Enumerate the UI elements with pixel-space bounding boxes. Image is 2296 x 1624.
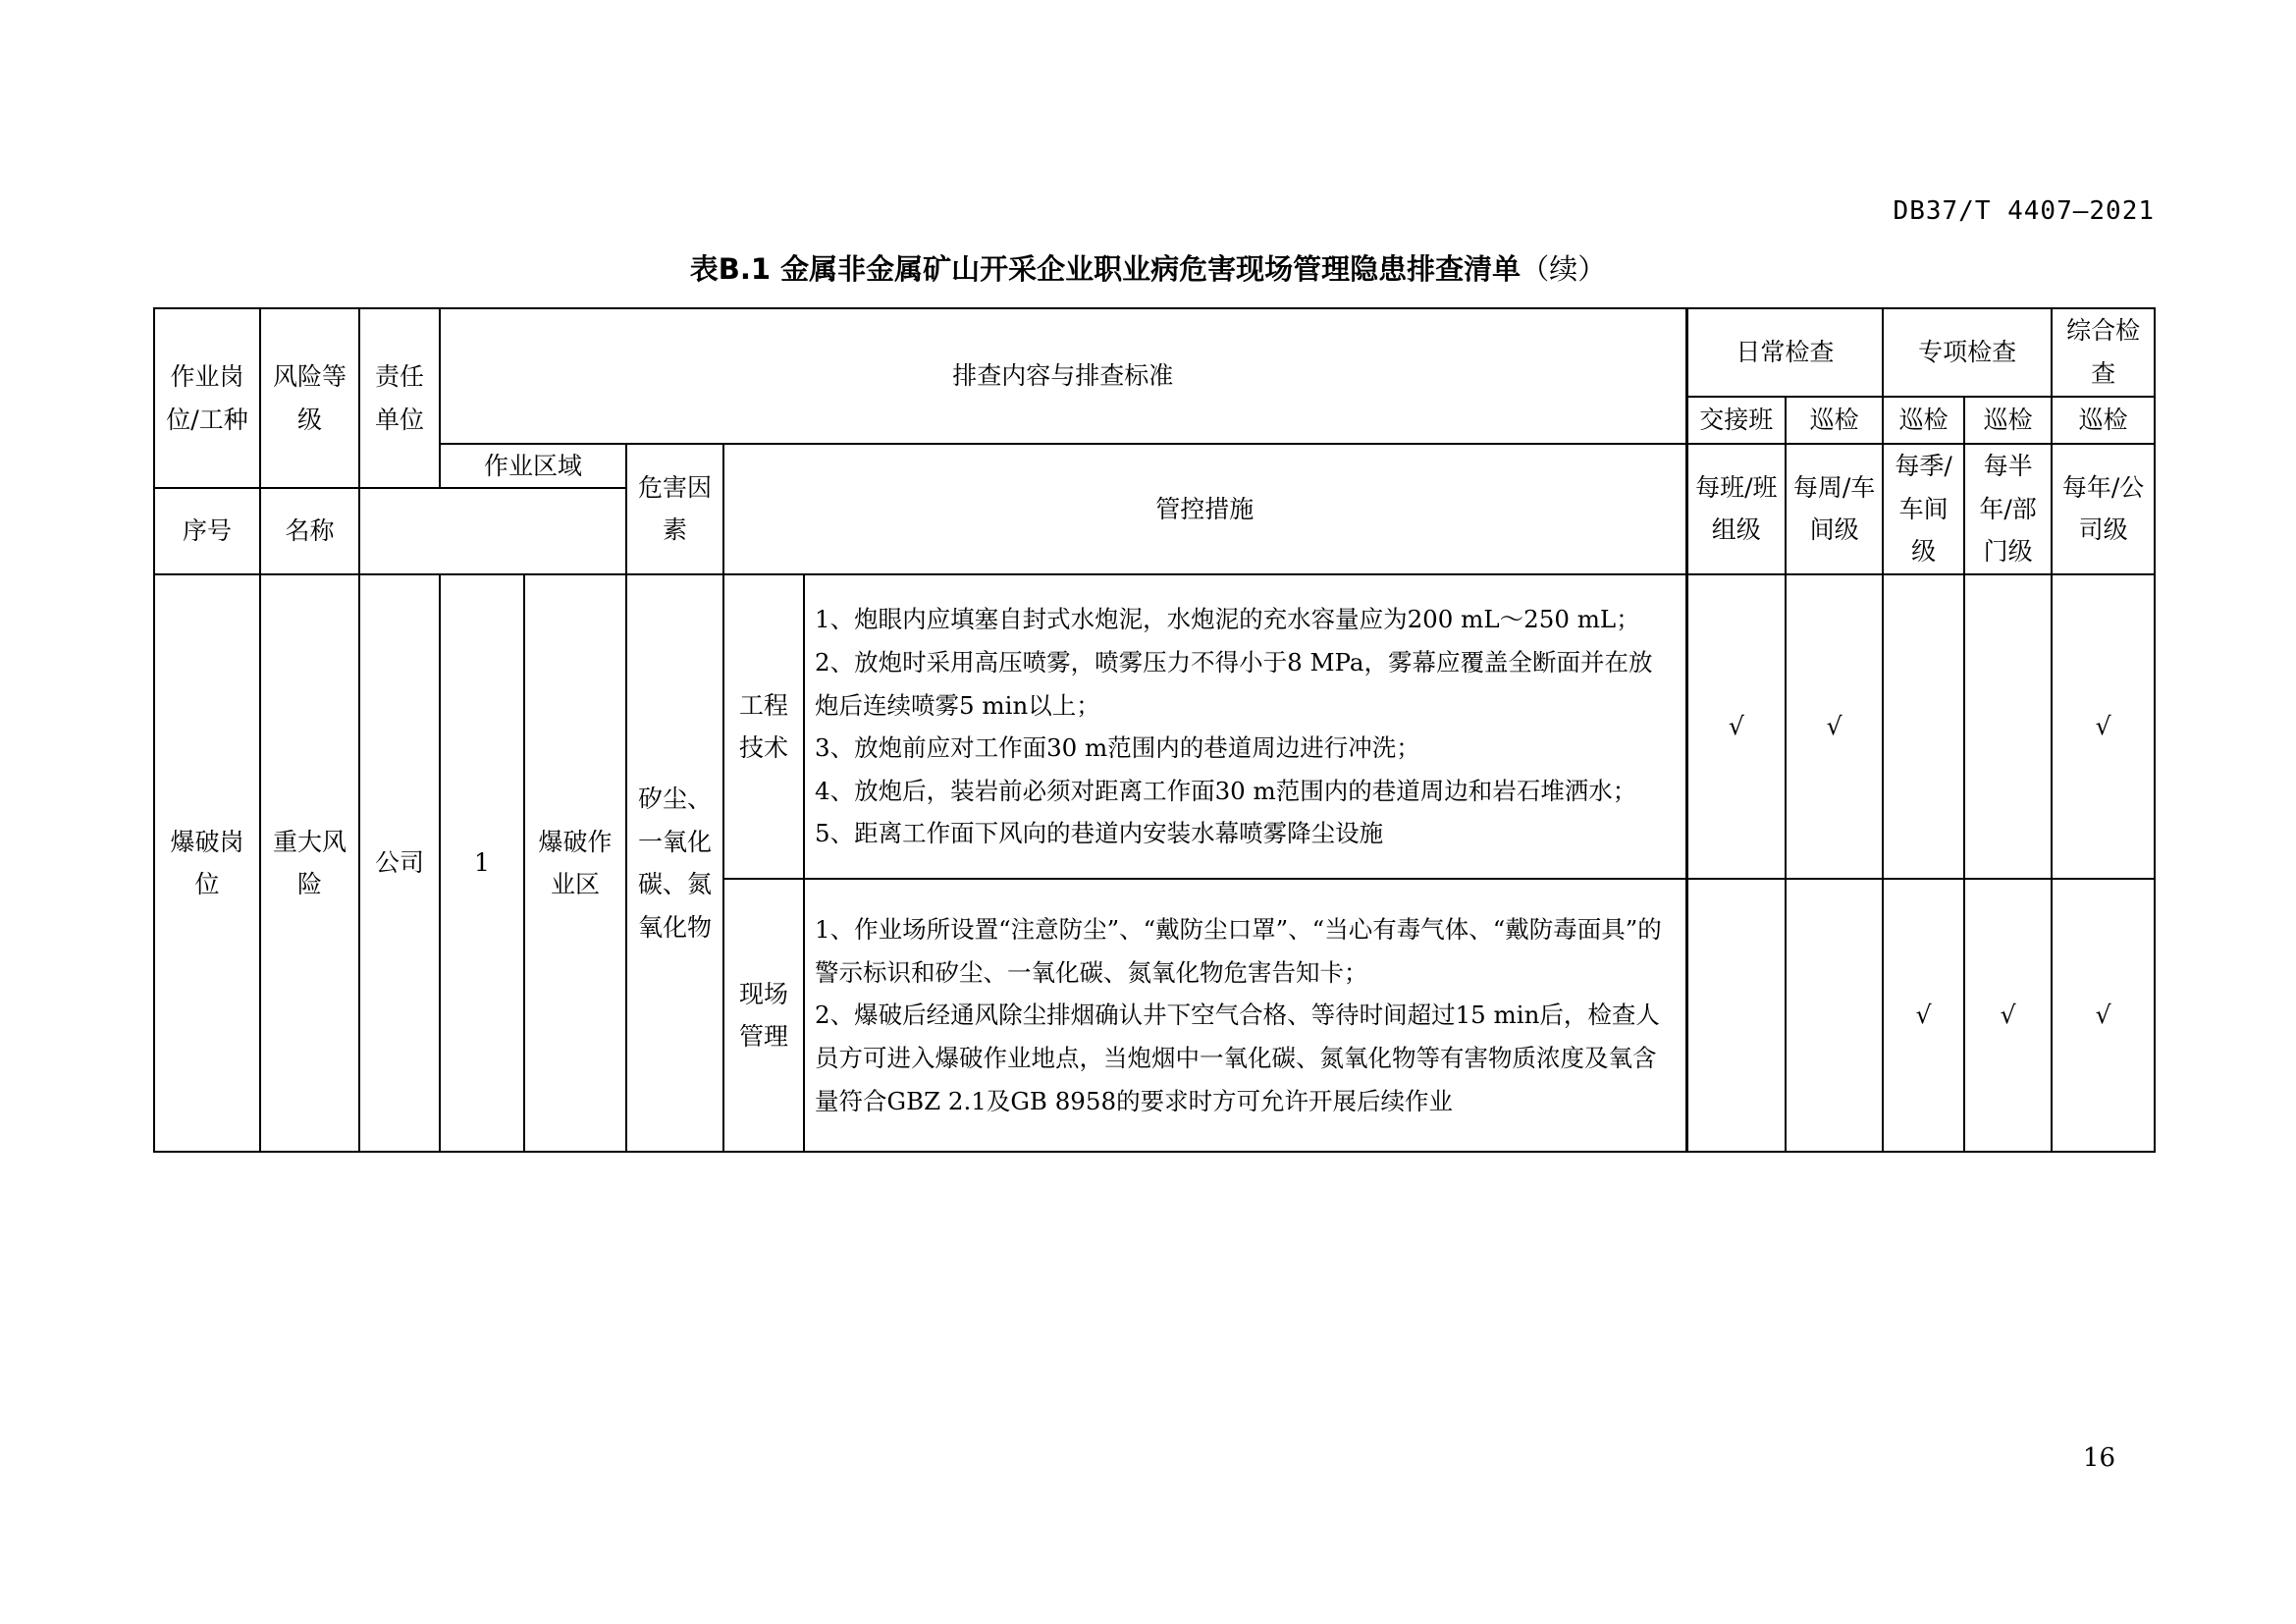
header-freq-halfyear: 每半年/部门级 <box>1964 444 2052 575</box>
check-mark-cell <box>1964 574 2052 879</box>
measure-item: 3、放炮前应对工作面30 m范围内的巷道周边进行冲洗； <box>815 733 1420 763</box>
header-comprehensive-check: 综合检查 <box>2052 308 2155 397</box>
header-work-area: 作业区域 <box>440 444 626 489</box>
cell-category-engineering: 工程技术 <box>723 574 804 879</box>
header-risk-level: 风险等级 <box>260 308 359 488</box>
document-code: DB37/T 4407—2021 <box>1893 196 2155 226</box>
measure-item: 2、放炮时采用高压喷雾，喷雾压力不得小于8 MPa，雾幕应覆盖全断面并在放炮后连续喷雾5 min以上； <box>815 648 1653 720</box>
check-mark-cell: √ <box>2052 574 2155 879</box>
header-responsible-unit: 责任单位 <box>359 308 440 488</box>
measure-item: 1、炮眼内应填塞自封式水炮泥，水炮泥的充水容量应为200 mL～250 mL； <box>815 605 1640 634</box>
header-handover: 交接班 <box>1686 397 1786 444</box>
header-freq-year: 每年/公司级 <box>2052 444 2155 575</box>
cell-hazard: 矽尘、一氧化碳、氮氧化物 <box>626 574 723 1152</box>
measure-item: 1、作业场所设置“注意防尘”、“戴防尘口罩”、“当心有毒气体、“戴防毒面具”的警示标识和矽尘、一氧化碳、氮氧化物危害告知卡； <box>815 915 1662 987</box>
header-post: 作业岗位/工种 <box>154 308 260 488</box>
header-patrol-3: 巡检 <box>1964 397 2052 444</box>
table-title <box>0 247 2296 288</box>
check-mark-cell: √ <box>1686 574 1786 879</box>
check-mark-cell: √ <box>1883 879 1964 1152</box>
header-hazard-factor: 危害因素 <box>626 444 723 575</box>
cell-seq-no: 1 <box>440 574 524 1152</box>
cell-post: 爆破岗位 <box>154 574 260 1152</box>
cell-category-site: 现场管理 <box>723 879 804 1152</box>
header-freq-week: 每周/车间级 <box>1786 444 1883 575</box>
header-freq-shift: 每班/班组级 <box>1686 444 1786 575</box>
measure-item: 5、距离工作面下风向的巷道内安装水幕喷雾降尘设施 <box>815 819 1384 848</box>
header-patrol-4: 巡检 <box>2052 397 2155 444</box>
header-area-name: 名称 <box>260 488 359 574</box>
measure-item: 2、爆破后经通风除尘排烟确认井下空气合格、等待时间超过15 min后，检查人员方可进入爆破作业地点，当炮烟中一氧化碳、氮氧化物等有害物质浓度及氧含量符合GBZ 2.1及GB 8958的要求时方可允许开展后续作业 <box>815 1001 1660 1115</box>
header-patrol-2: 巡检 <box>1883 397 1964 444</box>
check-mark-cell: √ <box>1786 574 1883 879</box>
check-mark-cell: √ <box>1964 879 2052 1152</box>
hazard-checklist-table <box>153 307 2156 1153</box>
header-control-measures: 管控措施 <box>723 444 1686 575</box>
page-number: 16 <box>2082 1443 2115 1473</box>
cell-measures-engineering <box>804 574 1686 879</box>
header-content-standard: 排查内容与排查标准 <box>440 308 1686 444</box>
cell-responsible: 公司 <box>359 574 440 1152</box>
cell-measures-site <box>804 879 1686 1152</box>
header-seq-no: 序号 <box>154 488 260 574</box>
table-title-continued: （续） <box>1521 252 1607 286</box>
check-mark-cell: √ <box>2052 879 2155 1152</box>
cell-risk-level: 重大风险 <box>260 574 359 1152</box>
measure-item: 4、放炮后，装岩前必须对距离工作面30 m范围内的巷道周边和岩石堆洒水； <box>815 776 1637 805</box>
cell-area-name: 爆破作业区 <box>524 574 626 1152</box>
table-title-main: 表B.1 金属非金属矿山开采企业职业病危害现场管理隐患排查清单 <box>689 252 1522 286</box>
header-special-check: 专项检查 <box>1883 308 2052 397</box>
check-mark-cell <box>1883 574 1964 879</box>
check-mark-cell <box>1686 879 1786 1152</box>
header-daily-check: 日常检查 <box>1686 308 1883 397</box>
check-mark-cell <box>1786 879 1883 1152</box>
header-patrol-1: 巡检 <box>1786 397 1883 444</box>
header-freq-quarter: 每季/车间级 <box>1883 444 1964 575</box>
